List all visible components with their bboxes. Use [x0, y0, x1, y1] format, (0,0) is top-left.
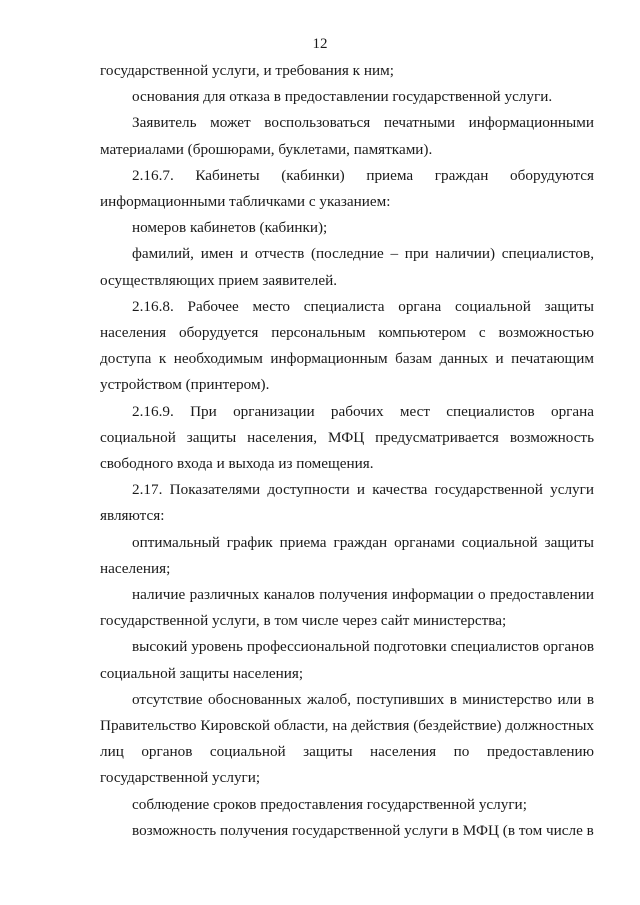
document-body: [100, 58, 594, 844]
paragraph-schedule: оптимальный график приема граждан органами социальной защиты населения;: [100, 533, 594, 577]
paragraph-no-complaints: отсутствие обоснованных жалоб, поступивших в министерство или в Правительство Кировской области, на действия (бездействие) должностных лиц органов социальной защиты населения по предоставлению государственной услуги;: [100, 690, 594, 787]
paragraph-mfc-availability: возможность получения государственной услуги в МФЦ (в том числе в: [132, 821, 594, 839]
paragraph-2-16-9: 2.16.9. При организации рабочих мест специалистов органа социальной защиты населения, МФЦ предусматривается возможность свободного входа и выхода из помещения.: [100, 402, 594, 473]
paragraph-refusal-grounds: основания для отказа в предоставлении государственной услуги.: [132, 88, 553, 106]
paragraph-2-16-8: 2.16.8. Рабочее место специалиста органа социальной защиты населения оборудуется персональным компьютером с возможностью доступа к необходимым информационным базам данных и печатающим устройством (принтером).: [100, 297, 594, 394]
page-number: 12: [312, 36, 328, 52]
paragraph-info-channels: наличие различных каналов получения информации о предоставлении государственной услуги, в том числе через сайт министерства;: [100, 586, 594, 630]
paragraph-2-17: 2.17. Показателями доступности и качества государственной услуги являются:: [100, 481, 594, 525]
paragraph-2-16-7: 2.16.7. Кабинеты (кабинки) приема граждан оборудуются информационными табличками с указанием:: [100, 166, 594, 211]
paragraph-training-level: высокий уровень профессиональной подготовки специалистов органов социальной защиты населения;: [100, 638, 594, 682]
paragraph-printed-materials: Заявитель может воспользоваться печатными информационными материалами (брошюрами, буклетами, памятками).: [100, 114, 594, 158]
paragraph-cabinet-numbers: номеров кабинетов (кабинки);: [132, 219, 328, 237]
paragraph-continuation: государственной услуги, и требования к ним;: [100, 62, 394, 79]
paragraph-specialist-names: фамилий, имен и отчеств (последние – при наличии) специалистов, осуществляющих прием заявителей.: [100, 245, 594, 289]
paragraph-deadlines: соблюдение сроков предоставления государственной услуги;: [132, 795, 527, 813]
